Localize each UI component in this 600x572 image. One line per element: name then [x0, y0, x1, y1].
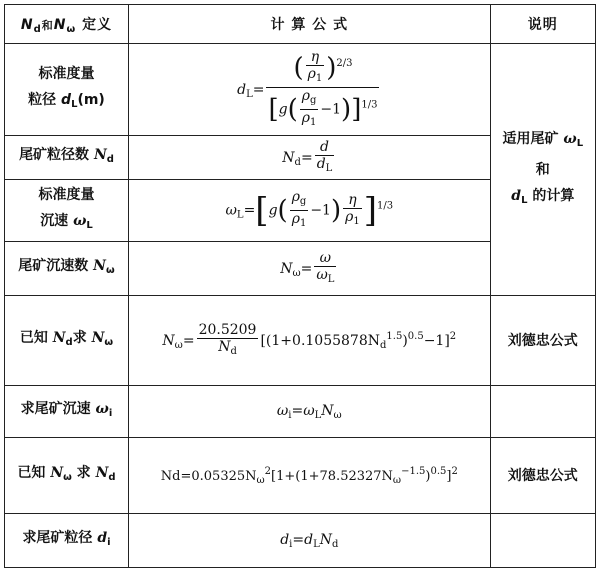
merged-note-cell: 适用尾矿 $\omega_L$ 和 $d_L$ 的计算	[490, 44, 595, 296]
note-cell: 刘德忠公式	[490, 296, 595, 386]
row-label: 已知 $N_\omega$ 求 $N_d$	[5, 438, 129, 514]
row-label: 求尾矿粒径 $d_i$	[5, 514, 129, 568]
empty-note-cell	[490, 514, 595, 568]
note-cell: 刘德忠公式	[490, 438, 595, 514]
formula-cell: $\omega_i=\omega_LN_\omega$	[128, 386, 490, 438]
table-row	[5, 296, 596, 386]
row-label: 尾矿沉速数 $N_\omega$	[5, 242, 129, 296]
table-row	[5, 386, 596, 438]
row-label: 标准度量 粒径 $d_L(m)$	[5, 44, 129, 136]
formula-cell: $d_i=d_LN_d$	[128, 514, 490, 568]
table-row	[5, 514, 596, 568]
table-row	[5, 44, 596, 136]
empty-note-cell	[490, 386, 595, 438]
formula-cell: $d_L=$ ( $\frac{\eta}{\rho_1}$ )$^{2/3}$ [g( $\frac{\rho_g}{\rho_1}$ −1)]$^{1/3}$	[128, 44, 490, 136]
row-label: 尾矿粒径数 $N_d$	[5, 136, 129, 180]
row-label: 标准度量 沉速 $\omega_L$	[5, 180, 129, 242]
formula-cell: $N_d=$ $\frac{d}{d_L}$	[128, 136, 490, 180]
table-row	[5, 438, 596, 514]
header-formula: 计 算 公 式	[128, 5, 490, 44]
formula-table	[4, 4, 596, 568]
row-label: 已知 $N_d$求 $N_\omega$	[5, 296, 129, 386]
formula-table-sheet	[4, 4, 596, 568]
header-note: 说明	[490, 5, 595, 44]
formula-cell: $N_\omega=$ $\frac{20.5209}{N_d}$ $[(1+0.1055878N_d^{1.5})^{0.5}-1]^2$	[128, 296, 490, 386]
formula-cell: $Nd=0.05325N_\omega^2[1+(1+78.52327N_\omega^{-1.5})^{0.5}]^2$	[128, 438, 490, 514]
formula-cell: $\omega_L=[g$( $\frac{\rho_g}{\rho_1}$ −1) $\frac{\eta}{\rho_1}$ ]$^{1/3}$	[128, 180, 490, 242]
header-definition: $N_d$和$N_\omega$ 定义	[5, 5, 129, 44]
formula-cell: $N_\omega=$ $\frac{\omega}{\omega_L}$	[128, 242, 490, 296]
row-label: 求尾矿沉速 $\omega_i$	[5, 386, 129, 438]
header-row	[5, 5, 596, 44]
